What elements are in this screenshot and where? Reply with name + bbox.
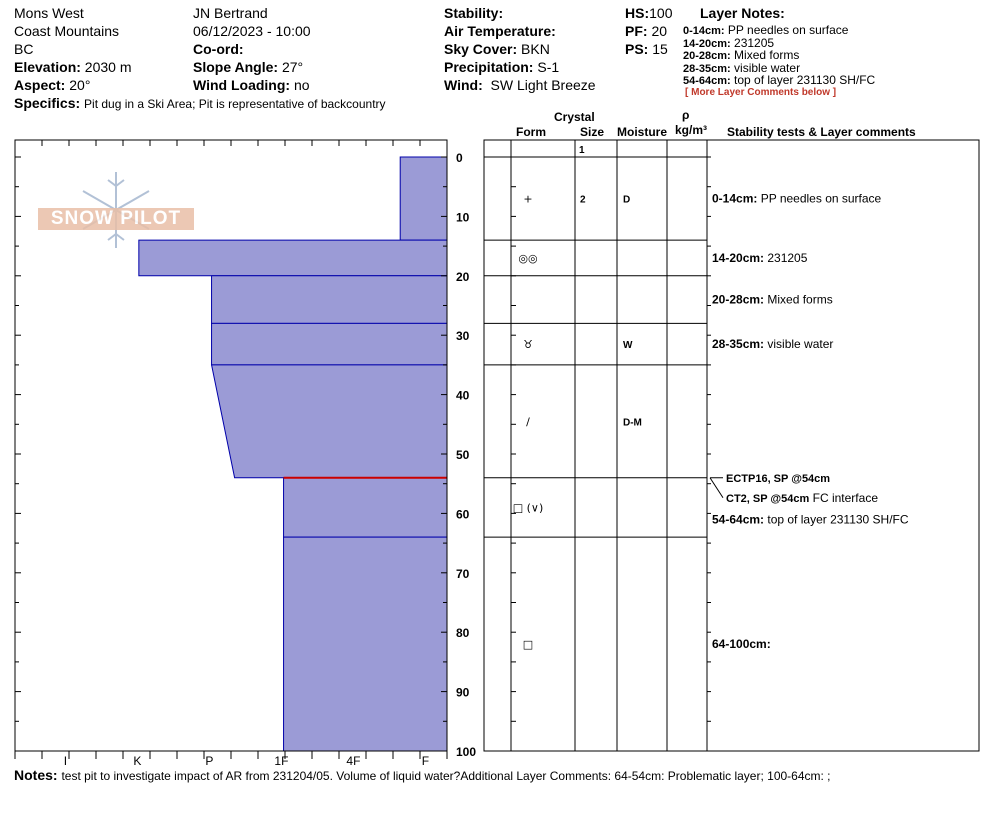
hardness-layer bbox=[212, 365, 447, 478]
snowpilot-logo-text: SNOW PILOT bbox=[38, 208, 194, 230]
hs-label: HS: bbox=[625, 5, 650, 21]
crystal-form-symbol: / bbox=[526, 415, 530, 429]
layer-note-range: 14-20cm: bbox=[683, 37, 731, 50]
y-depth-label: 20 bbox=[456, 269, 470, 284]
notes-label: Notes: bbox=[14, 767, 58, 783]
layer-comment-range: 54-64cm: bbox=[712, 512, 765, 527]
stability-label: Stability: bbox=[444, 5, 504, 21]
stability-test-label: ECTP16, SP @54cm bbox=[726, 472, 831, 485]
hardness-layer bbox=[284, 537, 447, 751]
crystal-form-symbol: ◎◎ bbox=[518, 251, 538, 265]
moisture-value: D bbox=[623, 194, 631, 206]
stability-test bbox=[726, 473, 830, 485]
moisture-value: W bbox=[623, 340, 633, 352]
layer-comment-text: 231205 bbox=[764, 250, 808, 265]
pf-value: 20 bbox=[651, 23, 668, 39]
wind-loading-value: no bbox=[293, 77, 310, 93]
x-category-label: I bbox=[63, 754, 68, 768]
crystal-form-symbol: □ bbox=[522, 638, 534, 652]
precip-label: Precipitation: bbox=[444, 59, 534, 75]
wind-value: SW Light Breeze bbox=[490, 77, 596, 93]
notes-text: test pit to investigate impact of AR from 231204/05. Volume of liquid water?Additional Layer Comments: 64-54cm: Problematic layer; 100-64cm: ; bbox=[61, 769, 831, 783]
stability-test-note: FC interface bbox=[809, 490, 878, 505]
layer-comment bbox=[712, 192, 882, 206]
hardness-layer bbox=[139, 240, 447, 276]
layer-comment-range: 20-28cm: bbox=[712, 292, 765, 307]
crystal-header: Crystal bbox=[554, 110, 595, 124]
x-category-label: 1F bbox=[274, 754, 289, 768]
layer-comment-range: 64-100cm: bbox=[712, 637, 771, 652]
more-layer-comments-link[interactable]: [ More Layer Comments below ] bbox=[685, 87, 837, 98]
layer-comment-range: 0-14cm: bbox=[712, 191, 758, 206]
crystal-form-symbol: □ (∨) bbox=[512, 501, 544, 515]
specifics-value: Pit dug in a Ski Area; Pit is representative of backcountry bbox=[84, 97, 386, 111]
location-name: Mons West bbox=[14, 5, 84, 21]
y-depth-label: 0 bbox=[456, 151, 463, 165]
stability-test bbox=[726, 491, 878, 505]
observer-name: JN Bertrand bbox=[193, 5, 268, 21]
moisture-header: Moisture bbox=[617, 125, 668, 139]
ps-value: 15 bbox=[652, 41, 668, 57]
ps-label: PS: bbox=[625, 41, 649, 57]
layer-note-text: top of layer 231130 SH/FC bbox=[730, 73, 876, 87]
layer-comment-range: 14-20cm: bbox=[712, 250, 765, 265]
hardness-layer bbox=[212, 323, 447, 365]
x-category-label: 4F bbox=[346, 754, 361, 768]
crystal-form-symbol: ♉ bbox=[523, 338, 533, 352]
elevation-label: Elevation: bbox=[14, 59, 81, 75]
coord-label: Co-ord: bbox=[193, 41, 244, 57]
y-depth-label: 90 bbox=[456, 685, 470, 700]
air-temp-label: Air Temperature: bbox=[444, 23, 556, 39]
sky-cover-label: Sky Cover: bbox=[444, 41, 518, 57]
layer-note-text: PP needles on surface bbox=[724, 23, 849, 37]
y-depth-label: 30 bbox=[456, 329, 470, 344]
x-category-label: K bbox=[133, 754, 142, 768]
layer-comment bbox=[712, 251, 808, 265]
form-header: Form bbox=[516, 125, 546, 139]
layer-note-range: 28-35cm: bbox=[683, 62, 731, 75]
rho-header: ρ bbox=[682, 108, 690, 122]
layer-comment bbox=[712, 512, 909, 526]
specifics-label: Specifics: bbox=[14, 95, 81, 111]
region: BC bbox=[14, 41, 34, 57]
precip-value: S-1 bbox=[537, 59, 560, 75]
crystal-form-symbol: + bbox=[523, 192, 533, 206]
layer-note-text: Mixed forms bbox=[730, 48, 800, 62]
y-depth-label: 80 bbox=[456, 626, 470, 641]
y-depth-label: 100 bbox=[456, 745, 477, 759]
mountain-range: Coast Mountains bbox=[14, 23, 120, 39]
wind-label: Wind: bbox=[444, 77, 483, 93]
layer-note-range: 20-28cm: bbox=[683, 50, 731, 62]
size-header: Size bbox=[580, 125, 605, 139]
layer-comment-text: top of layer 231130 SH/FC bbox=[764, 512, 909, 527]
notes-row bbox=[14, 767, 831, 783]
y-depth-label: 60 bbox=[456, 507, 470, 522]
observation-datetime: 06/12/2023 - 10:00 bbox=[193, 23, 311, 39]
aspect-label: Aspect: bbox=[14, 77, 66, 93]
layer-comment-text: Mixed forms bbox=[764, 292, 833, 307]
layer-comment-text: visible water bbox=[764, 337, 834, 352]
table-frame bbox=[484, 140, 979, 751]
moisture-value: D-M bbox=[623, 417, 642, 429]
wind-loading-label: Wind Loading: bbox=[193, 77, 291, 93]
slope-value: 27° bbox=[281, 59, 304, 75]
layer-note-range: 54-64cm: bbox=[683, 75, 731, 87]
layer-note-range: 0-14cm: bbox=[683, 25, 725, 37]
stability-comments-header: Stability tests & Layer comments bbox=[727, 125, 916, 139]
layer-comment bbox=[712, 293, 833, 307]
elevation-value: 2030 m bbox=[84, 59, 132, 75]
size-top-label: 1 bbox=[579, 145, 585, 156]
layer-comment-range: 28-35cm: bbox=[712, 337, 765, 352]
hardness-layer bbox=[400, 157, 447, 240]
layer-comment-text: PP needles on surface bbox=[757, 191, 882, 206]
pf-label: PF: bbox=[625, 23, 648, 39]
y-depth-label: 50 bbox=[456, 448, 470, 462]
aspect-value: 20° bbox=[69, 77, 91, 93]
crystal-size-value: 2 bbox=[580, 194, 586, 206]
x-category-label: F bbox=[421, 754, 430, 768]
layer-comment bbox=[712, 637, 771, 651]
stability-test-label: CT2, SP @54cm bbox=[726, 492, 810, 505]
layer-note-text: 231205 bbox=[730, 35, 775, 50]
x-category-label: P bbox=[205, 754, 214, 768]
stability-test-pointer bbox=[710, 478, 723, 498]
density-unit-header: kg/m³ bbox=[675, 123, 708, 137]
slope-label: Slope Angle: bbox=[193, 59, 279, 75]
hardness-layer bbox=[212, 276, 447, 324]
hs-value: 100 bbox=[649, 5, 673, 21]
layer-comment bbox=[712, 337, 833, 351]
y-depth-label: 70 bbox=[456, 566, 470, 581]
layer-note-text: visible water bbox=[730, 60, 801, 75]
hardness-layer bbox=[284, 478, 447, 537]
y-depth-label: 40 bbox=[456, 388, 470, 403]
layer-notes-title: Layer Notes: bbox=[700, 5, 785, 21]
y-depth-label: 10 bbox=[456, 210, 470, 225]
sky-cover-value: BKN bbox=[521, 41, 550, 57]
